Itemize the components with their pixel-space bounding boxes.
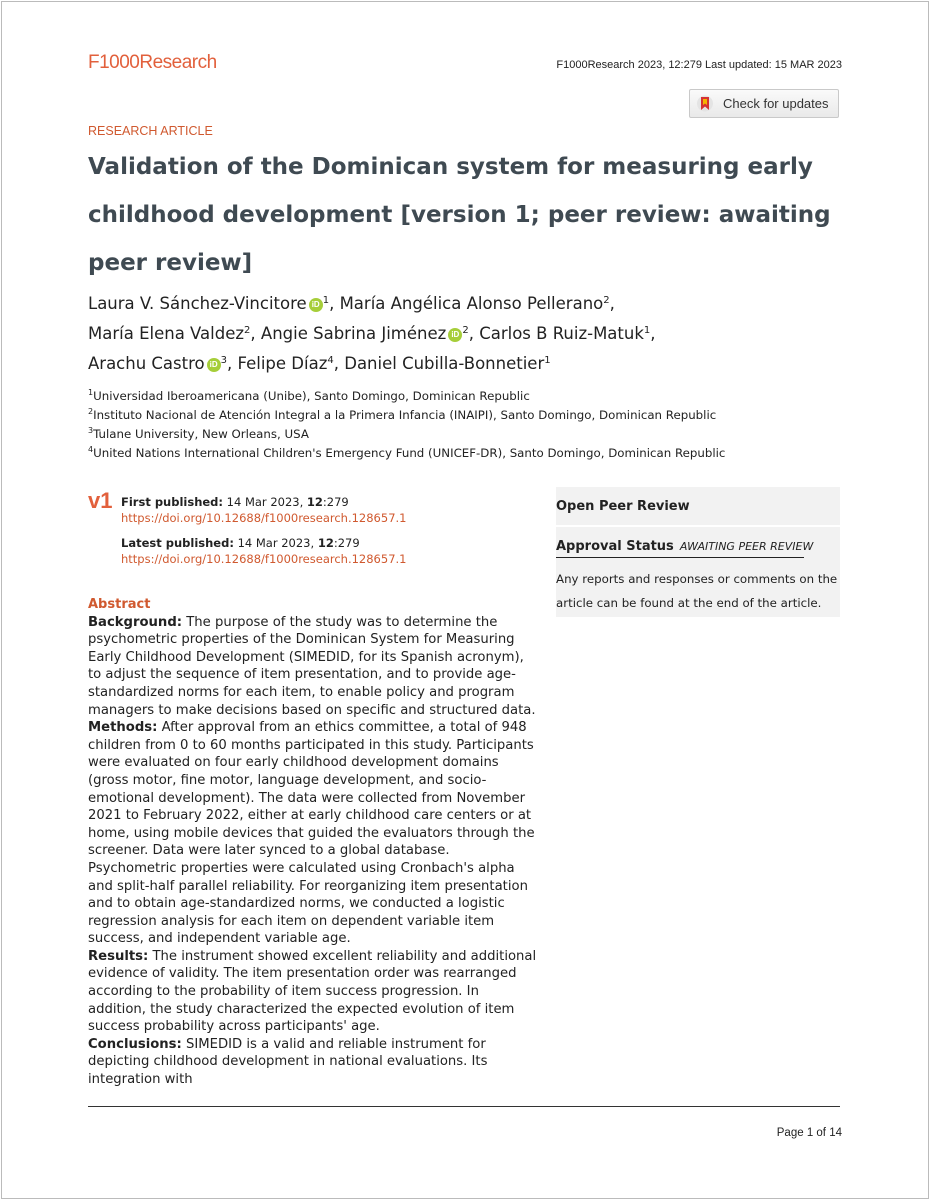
peer-review-note: Any reports and responses or comments on the article can be found at the end of the article.: [556, 572, 838, 610]
author-name[interactable]: Felipe Díaz: [237, 354, 328, 373]
results-label: Results:: [88, 948, 149, 964]
author-list: Laura V. Sánchez-Vincitore iD $^1$, María Angélica Alonso Pellerano$^2$, María Elena Valdez$^2$, Angie Sabrina Jiménez iD $^2$, Carlos B Ruiz-Matuk$^1$, Arachu Castro iD $^3$, Felipe Díaz$^4$, Daniel Cubilla-Bonnetier$^1$: [88, 294, 656, 373]
page-number: Page 1 of 14: [776, 1127, 842, 1139]
first-published-date: 14 Mar 2023,: [226, 495, 304, 509]
status-divider: [556, 557, 804, 558]
author-name[interactable]: Laura V. Sánchez-Vincitore: [88, 294, 307, 313]
background-label: Background:: [88, 614, 183, 630]
first-published-label: First published:: [121, 495, 224, 509]
latest-published-page: :279: [333, 536, 360, 550]
affiliation-number: 3: [88, 426, 94, 435]
background-text: The purpose of the study was to determine the psychometric properties of the Dominican System for Measuring Early Childhood Development (SIMEDID, for its Spanish acronym), to adjust the sequence of item presentation, and to provide age-standardized norms for each item, to enable policy and program managers to make decisions based on specific and structured data.: [88, 614, 536, 718]
abstract-heading: Abstract: [88, 597, 151, 612]
affiliation-number: 1: [88, 388, 94, 397]
bookmark-icon: [697, 95, 713, 112]
f1000-logo[interactable]: [88, 52, 217, 74]
affiliation-text: Instituto Nacional de Atención Integral a la Primera Infancia (INAIPI), Santo Domingo, Dominican Republic: [93, 408, 717, 422]
latest-published-volume: 12: [317, 536, 334, 550]
author-affiliation-marker: 2: [244, 325, 251, 336]
first-published-page: :279: [322, 495, 349, 509]
citation-header: F1000Research 2023, 12:279 Last updated: 15 MAR 2023: [556, 59, 842, 71]
author-name[interactable]: Carlos B Ruiz-Matuk: [479, 324, 644, 343]
approval-status-value: AWAITING PEER REVIEW: [679, 540, 814, 553]
latest-published-line: [121, 535, 406, 551]
conclusions-label: Conclusions:: [88, 1036, 182, 1052]
author-affiliation-marker: 1: [544, 355, 551, 366]
author-name[interactable]: María Angélica Alonso Pellerano: [339, 294, 604, 313]
version-badge: v1: [88, 488, 113, 513]
title-review-status: [version 1; peer review: awaiting peer review]: [88, 202, 831, 276]
author-affiliation-marker: 3: [220, 355, 228, 366]
publication-info: [121, 494, 406, 567]
article-type: RESEARCH ARTICLE: [88, 124, 213, 138]
latest-published-date: 14 Mar 2023,: [237, 536, 315, 550]
first-published-volume: 12: [306, 495, 323, 509]
abstract-section: [88, 596, 540, 1089]
approval-status-label: Approval Status: [556, 539, 674, 554]
abstract-results: [88, 948, 540, 1036]
orcid-icon[interactable]: iD: [448, 328, 462, 342]
methods-label: Methods:: [88, 720, 158, 736]
check-for-updates-label: Check for updates: [723, 96, 829, 111]
affiliation-text: Universidad Iberoamericana (Unibe), Santo Domingo, Dominican Republic: [93, 389, 530, 403]
author-affiliation-marker: 1: [322, 295, 330, 306]
affiliation-text: Tulane University, New Orleans, USA: [93, 427, 309, 441]
orcid-icon[interactable]: iD: [207, 358, 221, 372]
approval-status: [556, 539, 813, 554]
author-name[interactable]: Angie Sabrina Jiménez: [260, 324, 447, 343]
logo-research-text: Research: [139, 52, 217, 73]
author-affiliation-marker: 2: [603, 295, 610, 306]
affiliation-number: 2: [88, 407, 94, 416]
title-main: Validation of the Dominican system for measuring early childhood development: [88, 154, 813, 228]
affiliation-number: 4: [88, 445, 94, 454]
check-for-updates-button[interactable]: [689, 89, 839, 118]
affiliation-list: [88, 387, 725, 463]
affiliation-item: [88, 406, 725, 425]
results-text: The instrument showed excellent reliability and additional evidence of validity. The item presentation order was rearranged according to the probability of item success progression. In addition, the study characterized the expected evolution of item success probability across participants' age.: [88, 948, 537, 1035]
author-name[interactable]: Arachu Castro: [88, 354, 205, 373]
affiliation-item: [88, 387, 725, 406]
author-affiliation-marker: 1: [643, 325, 651, 336]
first-published-line: [121, 494, 406, 510]
footer-divider: [88, 1106, 840, 1107]
affiliation-item: [88, 425, 725, 444]
open-peer-review-title: Open Peer Review: [556, 487, 840, 527]
article-title: [88, 143, 848, 287]
orcid-icon[interactable]: iD: [309, 298, 323, 312]
author-affiliation-marker: 2: [462, 325, 469, 336]
author-name[interactable]: María Elena Valdez: [88, 324, 245, 343]
methods-text: After approval from an ethics committee, a total of 948 children from 0 to 60 months participated in this study. Participants were evaluated on four early childhood development domains (gross motor, fine motor, language development, and socio-emotional development). The data were collected from November 2021 to February 2022, either at early childhood care centers or at home, using mobile devices that guided the evaluators through the screener. Data were later synced to a global database. Psychometric properties were calculated using Cronbach's alpha and split-half parallel reliability. For reorganizing item presentation and to obtain age-standardized norms, we conducted a logistic regression analysis for each item on dependent variable item success, and independent variable age.: [88, 720, 535, 947]
abstract-conclusions: [88, 1036, 540, 1089]
latest-published-doi-link[interactable]: https://doi.org/10.12688/f1000research.128657.1: [121, 552, 407, 566]
affiliation-item: [88, 444, 725, 463]
open-peer-review-panel: [556, 487, 840, 617]
logo-f1000-text: F1000: [88, 52, 140, 73]
latest-published-label: Latest published:: [121, 536, 234, 550]
affiliation-text: United Nations International Children's Emergency Fund (UNICEF-DR), Santo Domingo, Dominican Republic: [93, 446, 726, 460]
first-published-doi-link[interactable]: https://doi.org/10.12688/f1000research.128657.1: [121, 511, 407, 525]
author-affiliation-marker: 4: [327, 355, 334, 366]
conclusions-text: SIMEDID is a valid and reliable instrument for depicting childhood development in national evaluations. Its integration with: [88, 1036, 488, 1088]
spacer: [121, 526, 406, 535]
author-name[interactable]: Daniel Cubilla-Bonnetier: [344, 354, 545, 373]
abstract-methods: [88, 719, 540, 948]
abstract-background: [88, 614, 540, 720]
